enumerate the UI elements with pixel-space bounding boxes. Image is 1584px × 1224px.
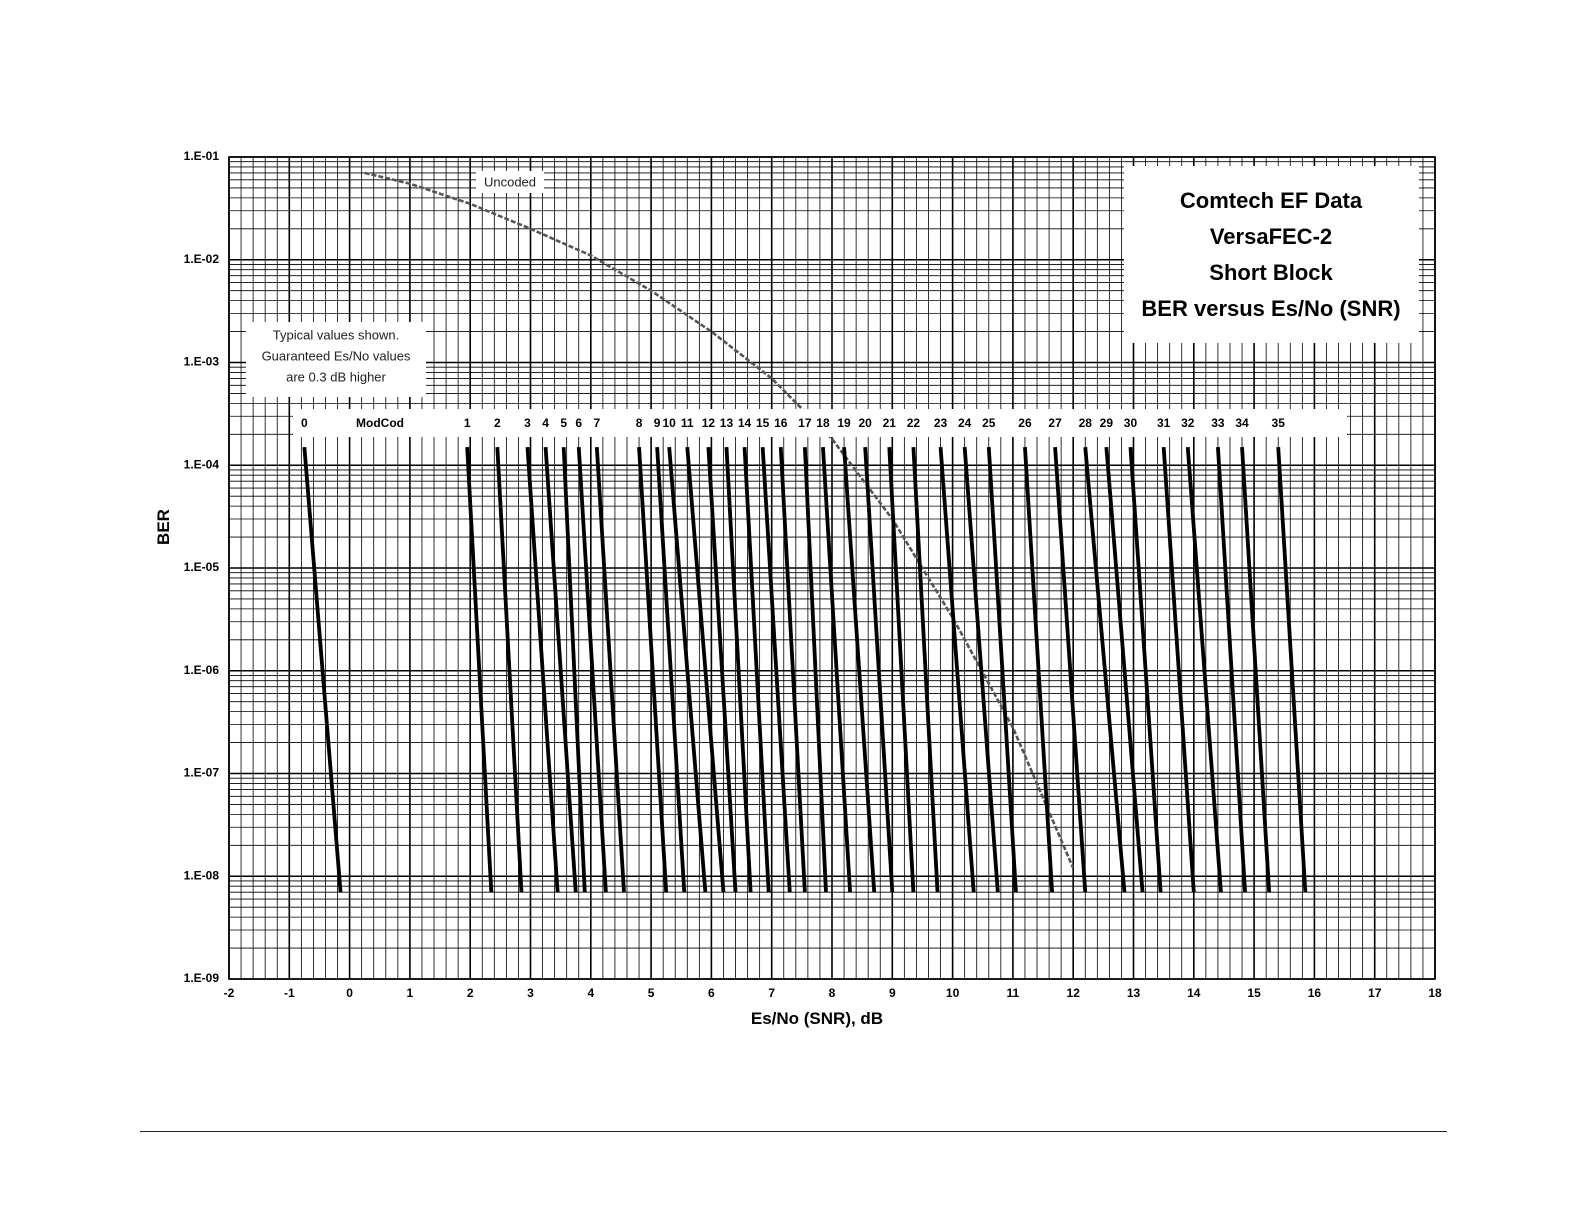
x-axis-title: Es/No (SNR), dB bbox=[750, 1009, 884, 1028]
modcod-curve-2 bbox=[497, 447, 521, 892]
modcod-curve-29 bbox=[1106, 447, 1142, 892]
x-tick-label: 4 bbox=[587, 986, 595, 1000]
modcod-curve-0 bbox=[304, 447, 340, 892]
x-tick-label: 16 bbox=[1307, 986, 1322, 1000]
modcod-number-label: 2 bbox=[493, 416, 501, 431]
modcod-curve-34 bbox=[1242, 447, 1269, 892]
x-tick-label: 3 bbox=[527, 986, 534, 1000]
chart-title-line: BER versus Es/No (SNR) bbox=[1141, 295, 1401, 321]
modcod-number-label: 9 bbox=[653, 416, 661, 431]
modcod-curve-31 bbox=[1164, 447, 1194, 892]
modcod-curve-11 bbox=[687, 447, 723, 892]
modcod-number-label: 3 bbox=[524, 416, 531, 431]
modcod-number-label: 34 bbox=[1235, 416, 1249, 431]
x-tick-label: 7 bbox=[768, 986, 776, 1000]
note-line: Typical values shown. bbox=[272, 327, 400, 343]
modcod-number-label: 8 bbox=[635, 416, 643, 431]
y-tick-label: 1.E-09 bbox=[183, 971, 219, 986]
modcod-number-label: 18 bbox=[816, 416, 830, 431]
footer-rule bbox=[140, 1131, 1447, 1132]
x-tick-label: 18 bbox=[1428, 986, 1442, 1000]
modcod-curve-26 bbox=[1025, 447, 1052, 892]
modcod-curve-27 bbox=[1055, 447, 1085, 892]
modcod-number-label: 5 bbox=[560, 416, 568, 431]
modcod-number-label: 11 bbox=[680, 416, 694, 431]
modcod-header-label: ModCod bbox=[356, 416, 404, 431]
x-tick-label: 14 bbox=[1187, 986, 1201, 1000]
modcod-number-label: 27 bbox=[1048, 416, 1062, 431]
modcod-number-label: 12 bbox=[701, 416, 716, 431]
modcod-curve-18 bbox=[823, 447, 850, 892]
modcod-number-label: 21 bbox=[882, 416, 896, 431]
modcod-number-label: 13 bbox=[719, 416, 734, 431]
modcod-number-label: 19 bbox=[837, 416, 851, 431]
y-axis-title: BER bbox=[154, 509, 173, 545]
note-line: are 0.3 dB higher bbox=[286, 369, 386, 385]
x-tick-label: 5 bbox=[647, 986, 655, 1000]
modcod-number-label: 31 bbox=[1156, 416, 1171, 431]
modcod-number-label: 15 bbox=[755, 416, 770, 431]
modcod-curve-32 bbox=[1188, 447, 1221, 892]
x-tick-label: 10 bbox=[945, 986, 960, 1000]
y-tick-label: 1.E-08 bbox=[183, 868, 219, 883]
x-tick-label: 8 bbox=[828, 986, 836, 1000]
modcod-curve-22 bbox=[913, 447, 937, 892]
modcod-number-label: 4 bbox=[542, 416, 549, 431]
modcod-number-label: 10 bbox=[662, 416, 676, 431]
modcod-number-label: 14 bbox=[737, 416, 752, 431]
modcod-number-label: 20 bbox=[858, 416, 872, 431]
modcod-number-label: 35 bbox=[1271, 416, 1285, 431]
x-tick-label: 11 bbox=[1006, 986, 1020, 1000]
modcod-curve-28 bbox=[1085, 447, 1124, 892]
modcod-number-label: 32 bbox=[1181, 416, 1195, 431]
uncoded-label: Uncoded bbox=[483, 174, 537, 190]
x-tick-label: 0 bbox=[346, 986, 353, 1000]
modcod-curve-33 bbox=[1218, 447, 1245, 892]
modcod-number-label: 22 bbox=[906, 416, 921, 431]
y-tick-label: 1.E-05 bbox=[183, 560, 219, 575]
x-tick-label: -2 bbox=[223, 986, 235, 1000]
x-tick-label: 6 bbox=[708, 986, 715, 1000]
x-tick-label: 15 bbox=[1247, 986, 1261, 1000]
x-tick-label: 12 bbox=[1066, 986, 1080, 1000]
modcod-number-label: 7 bbox=[593, 416, 601, 431]
chart-title-line: Comtech EF Data bbox=[1179, 187, 1363, 213]
modcod-curve-35 bbox=[1278, 447, 1305, 892]
modcod-number-label: 29 bbox=[1099, 416, 1114, 431]
note-line: Guaranteed Es/No values bbox=[261, 348, 411, 364]
y-tick-label: 1.E-01 bbox=[183, 149, 219, 164]
y-tick-label: 1.E-04 bbox=[183, 457, 219, 472]
y-tick-label: 1.E-06 bbox=[183, 662, 219, 677]
chart-title-line: Short Block bbox=[1209, 259, 1333, 285]
x-tick-label: 17 bbox=[1368, 986, 1382, 1000]
x-tick-label: 1 bbox=[406, 986, 414, 1000]
y-tick-label: 1.E-07 bbox=[183, 765, 219, 780]
modcod-number-label: 17 bbox=[798, 416, 812, 431]
modcod-number-label: 25 bbox=[982, 416, 996, 431]
y-tick-label: 1.E-03 bbox=[183, 354, 219, 369]
chart-title-line: VersaFEC-2 bbox=[1209, 223, 1333, 249]
modcod-number-label: 1 bbox=[463, 416, 471, 431]
modcod-number-label: 30 bbox=[1123, 416, 1138, 431]
modcod-number-label: 26 bbox=[1018, 416, 1032, 431]
modcod-number-label: 28 bbox=[1078, 416, 1092, 431]
modcod-number-label: 33 bbox=[1211, 416, 1225, 431]
y-tick-label: 1.E-02 bbox=[183, 251, 219, 266]
modcod-series bbox=[304, 447, 1305, 892]
x-tick-label: -1 bbox=[283, 986, 295, 1000]
modcod-number-label: 6 bbox=[575, 416, 583, 431]
x-tick-label: 13 bbox=[1126, 986, 1141, 1000]
x-tick-label: 9 bbox=[888, 986, 896, 1000]
modcod-number-label: 0 bbox=[301, 416, 308, 431]
modcod-number-label: 24 bbox=[957, 416, 972, 431]
modcod-curve-4 bbox=[546, 447, 576, 892]
x-tick-label: 2 bbox=[466, 986, 474, 1000]
modcod-number-label: 16 bbox=[774, 416, 788, 431]
modcod-number-label: 23 bbox=[933, 416, 948, 431]
